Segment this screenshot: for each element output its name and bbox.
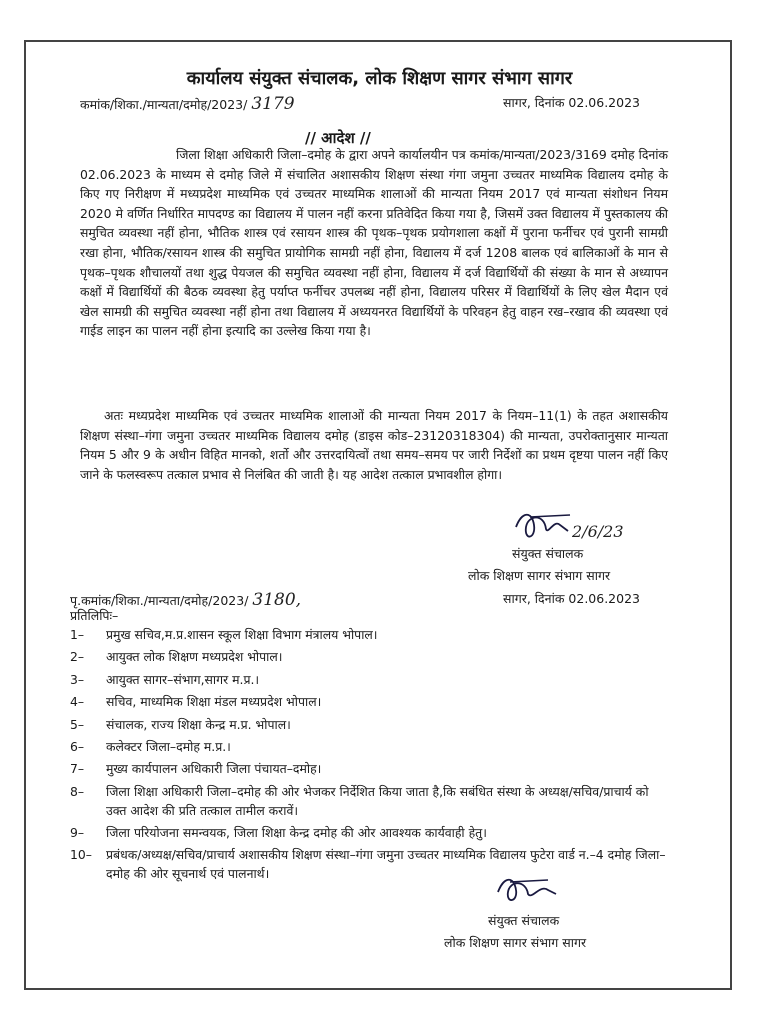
copy-to-label: प्रतिलिपिः– [70,608,119,623]
signatory-designation-2: संयुक्त संचालक [488,913,560,928]
copy-recipient: प्रबंधक/अध्यक्ष/सचिव/प्राचार्य अशासकीय शिक्षण संस्था–गंगा जमुना उच्चतर माध्यमिक विद्यालय फुटेरा वार्ड न.–4 दमोह जिला–दमोह की ओर सूचनार्थ एवं पालनार्थ। [106,847,666,882]
order-paragraph-2: अतः मध्यप्रदेश माध्यमिक एवं उच्चतर माध्यमिक शालाओं की मान्यता नियम 2017 के नियम–11(1) के तहत अशासकीय शिक्षण संस्था–गंगा जमुना उच्चतर माध्यमिक विद्यालय दमोह (डाइस कोड–23120318304) की मान्यता, उपरोक्तानुसार मान्यता नियम 5 और 9 के अधीन विहित मानको, शर्तो और उत्तरदायित्वों तथा समय–समय पर जारी निर्देशों का प्रथम दृष्टया पालन नहीं किए जाने के फलस्वरूप तत्काल प्रभाव से निलंबित की जाती है। यह आदेश तत्काल प्रभावशील होगा। [80,408,668,482]
copy-list-item [70,738,670,757]
copy-number: 4– [70,694,85,710]
reference-number-handwritten: 3179 [251,94,295,114]
copy-list-item [70,760,670,779]
copy-number: 6– [70,738,85,754]
place-date: सागर, दिनांक 02.06.2023 [503,95,640,110]
copy-list [70,626,670,888]
copy-recipient: जिला परियोजना समन्वयक, जिला शिक्षा केन्द्र दमोह की ओर आवश्यक कार्यवाही हेतु। [106,824,487,840]
copy-number: 10– [70,847,92,863]
copy-recipient: प्रमुख सचिव,म.प्र.शासन स्कूल शिक्षा विभाग मंत्रालय भोपाल। [106,627,378,642]
copy-recipient: सचिव, माध्यमिक शिक्षा मंडल मध्यप्रदेश भोपाल। [106,694,322,710]
copy-list-item [70,783,670,821]
copy-number: 1– [70,627,85,642]
order-heading: // आदेश // [305,129,371,147]
copy-number: 9– [70,824,85,840]
signatory-designation: संयुक्त संचालक [512,546,584,561]
copy-number: 2– [70,649,85,665]
order-paragraph-1: जिला शिक्षा अधिकारी जिला–दमोह के द्वारा अपने कार्यालयीन पत्र कमांक/मान्यता/2023/3169 दमोह दिनांक 02.06.2023 के माध्यम से दमोह जिले में संचालित अशासकीय शिक्षण संस्था गंगा जमुना उच्चतर माध्यमिक विद्यालय दमोह के किए गए निरीक्षण में मध्यप्रदेश माध्यमिक एवं उच्चतर माध्यमिक शालाओं की मान्यता नियम 2017 एवं मान्यता संशोधन नियम 2020 मे वर्णित निर्धारित मापदण्ड का विद्यालय में पालन नहीं करना प्रतिवेदित किया गया है, जिसमें उक्त विद्यालय में पुस्तकालय की समुचित व्यवस्था नहीं होना, भौतिक शास्त्र एवं रसायन शास्त्र की पृथक–पृथक प्रयोगशाला कक्षों में पुराना फर्नीचर एवं पुरानी सामग्री रखा होना, भौतिक/रसायन शास्त्र की समुचित प्रायोगिक सामग्री नहीं होना, विद्यालय में दर्ज 1208 बालक एवं बालिकाओं के मान से पृथक–पृथक शौचालयों तथा शुद्ध पेयजल की समुचित व्यवस्था नहीं होना, विद्यालय में दर्ज विद्यार्थियों की संख्या के मान से अध्यापन कक्षों में विद्यार्थियों की बैठक व्यवस्था हेतु पर्याप्त फर्नीचर उपलब्ध नहीं होना, विद्यालय परिसर में विद्यार्थियों के लिए खेल मैदान एवं खेल सामग्री की समुचित व्यवस्था नहीं होना तथा विद्यालय में अध्ययनरत विद्यार्थियों के परिवहन हेतु वाहन रख–रखाव की व्यवस्था एवं गाईड लाइन का पालन नहीं होना इत्यादि का उल्लेख किया गया है। [80,147,668,339]
copy-recipient: जिला शिक्षा अधिकारी जिला–दमोह की ओर भेजकर निर्देशित किया जाता है,कि सबंधित संस्था के अध्यक्ष/सचिव/प्राचार्य को उक्त आदेश की प्रति तत्काल तामील करावें। [106,783,649,818]
signatory-office: लोक शिक्षण सागर संभाग सागर [468,568,611,583]
copy-list-item [70,716,670,735]
endorsement-place-date: सागर, दिनांक 02.06.2023 [503,591,640,606]
copy-number: 8– [70,783,85,799]
endorsement-reference-text: पृ.कमांक/शिका./मान्यता/दमोह/2023/ [70,593,249,608]
signature-date-handwritten: 2/6/23 [572,522,624,541]
copy-number: 7– [70,761,85,777]
copy-list-item [70,626,670,645]
endorsement-reference-handwritten: 3180, [252,590,302,610]
copy-recipient: संचालक, राज्य शिक्षा केन्द्र म.प्र. भोपाल। [106,716,291,732]
copy-recipient: आयुक्त लोक शिक्षण मध्यप्रदेश भोपाल। [106,649,283,665]
reference-number [80,94,295,114]
copy-list-item [70,824,670,843]
copy-number: 3– [70,671,85,687]
copy-list-item [70,648,670,667]
copy-number: 5– [70,716,85,732]
office-title: कार्यालय संयुक्त संचालक, लोक शिक्षण सागर संभाग सागर [186,68,573,89]
copy-recipient: आयुक्त सागर–संभाग,सागर म.प्र.। [106,671,260,687]
copy-list-item [70,693,670,712]
signatory-office-2: लोक शिक्षण सागर संभाग सागर [444,935,587,950]
copy-recipient: मुख्य कार्यपालन अधिकारी जिला पंचायत–दमोह। [106,761,322,777]
reference-number-text: कमांक/शिका./मान्यता/दमोह/2023/ [80,97,248,112]
copy-list-item [70,671,670,690]
copy-recipient: कलेक्टर जिला–दमोह म.प्र.। [106,738,231,754]
signature-mark-2 [492,872,592,912]
